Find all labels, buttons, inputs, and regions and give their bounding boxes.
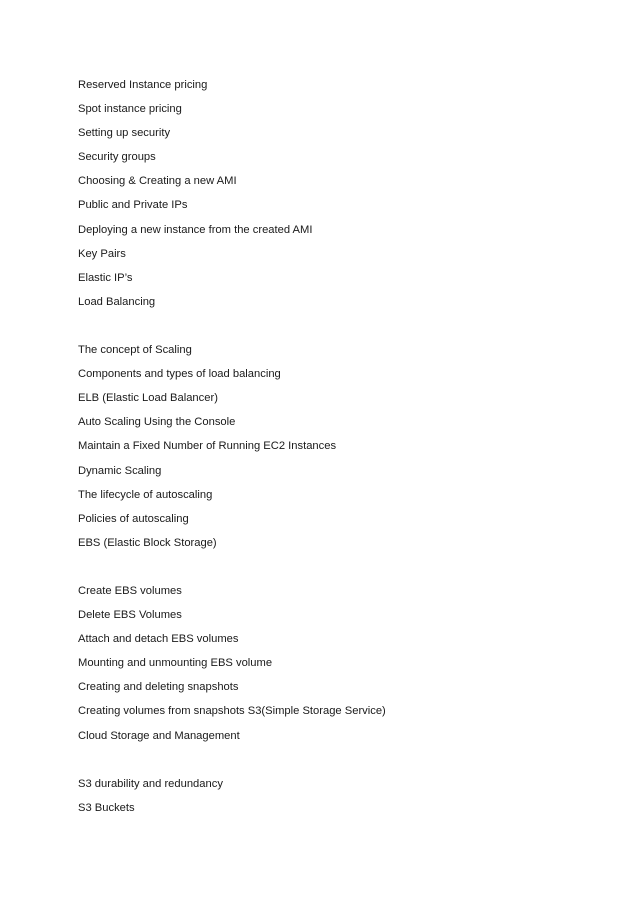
text-line: Creating volumes from snapshots S3(Simple Storage Service) <box>78 705 386 718</box>
text-line: Elastic IP’s <box>78 271 133 284</box>
text-line: Components and types of load balancing <box>78 368 281 381</box>
text-line: Create EBS volumes <box>78 584 182 597</box>
text-line: Policies of autoscaling <box>78 512 189 525</box>
text-line: EBS (Elastic Block Storage) <box>78 536 217 549</box>
text-line: The concept of Scaling <box>78 344 192 357</box>
text-line: Spot instance pricing <box>78 103 182 116</box>
text-line: Mounting and unmounting EBS volume <box>78 657 273 670</box>
text-line: Creating and deleting snapshots <box>78 681 239 694</box>
text-line: Load Balancing <box>78 295 156 308</box>
text-line: Maintain a Fixed Number of Running EC2 Instances <box>78 440 337 453</box>
blank-line <box>78 558 386 582</box>
text-line: The lifecycle of autoscaling <box>78 488 213 501</box>
text-line: Attach and detach EBS volumes <box>78 633 239 646</box>
document-body <box>78 76 386 823</box>
text-line: Reserved Instance pricing <box>78 79 208 91</box>
text-line: Public and Private IPs <box>78 199 188 212</box>
text-line: S3 Buckets <box>78 801 135 814</box>
text-line: Security groups <box>78 151 156 164</box>
text-line: Setting up security <box>78 127 171 140</box>
text-line: S3 durability and redundancy <box>78 777 223 790</box>
text-line: Deploying a new instance from the created AMI <box>78 223 313 236</box>
text-line: Choosing & Creating a new AMI <box>78 175 237 188</box>
blank-line <box>78 317 386 341</box>
text-line: Auto Scaling Using the Console <box>78 416 236 429</box>
text-line: ELB (Elastic Load Balancer) <box>78 392 218 405</box>
text-line: Key Pairs <box>78 247 126 260</box>
text-line: Cloud Storage and Management <box>78 729 240 742</box>
text-line: Dynamic Scaling <box>78 464 162 477</box>
blank-line <box>78 751 386 775</box>
text-line: Delete EBS Volumes <box>78 609 182 622</box>
